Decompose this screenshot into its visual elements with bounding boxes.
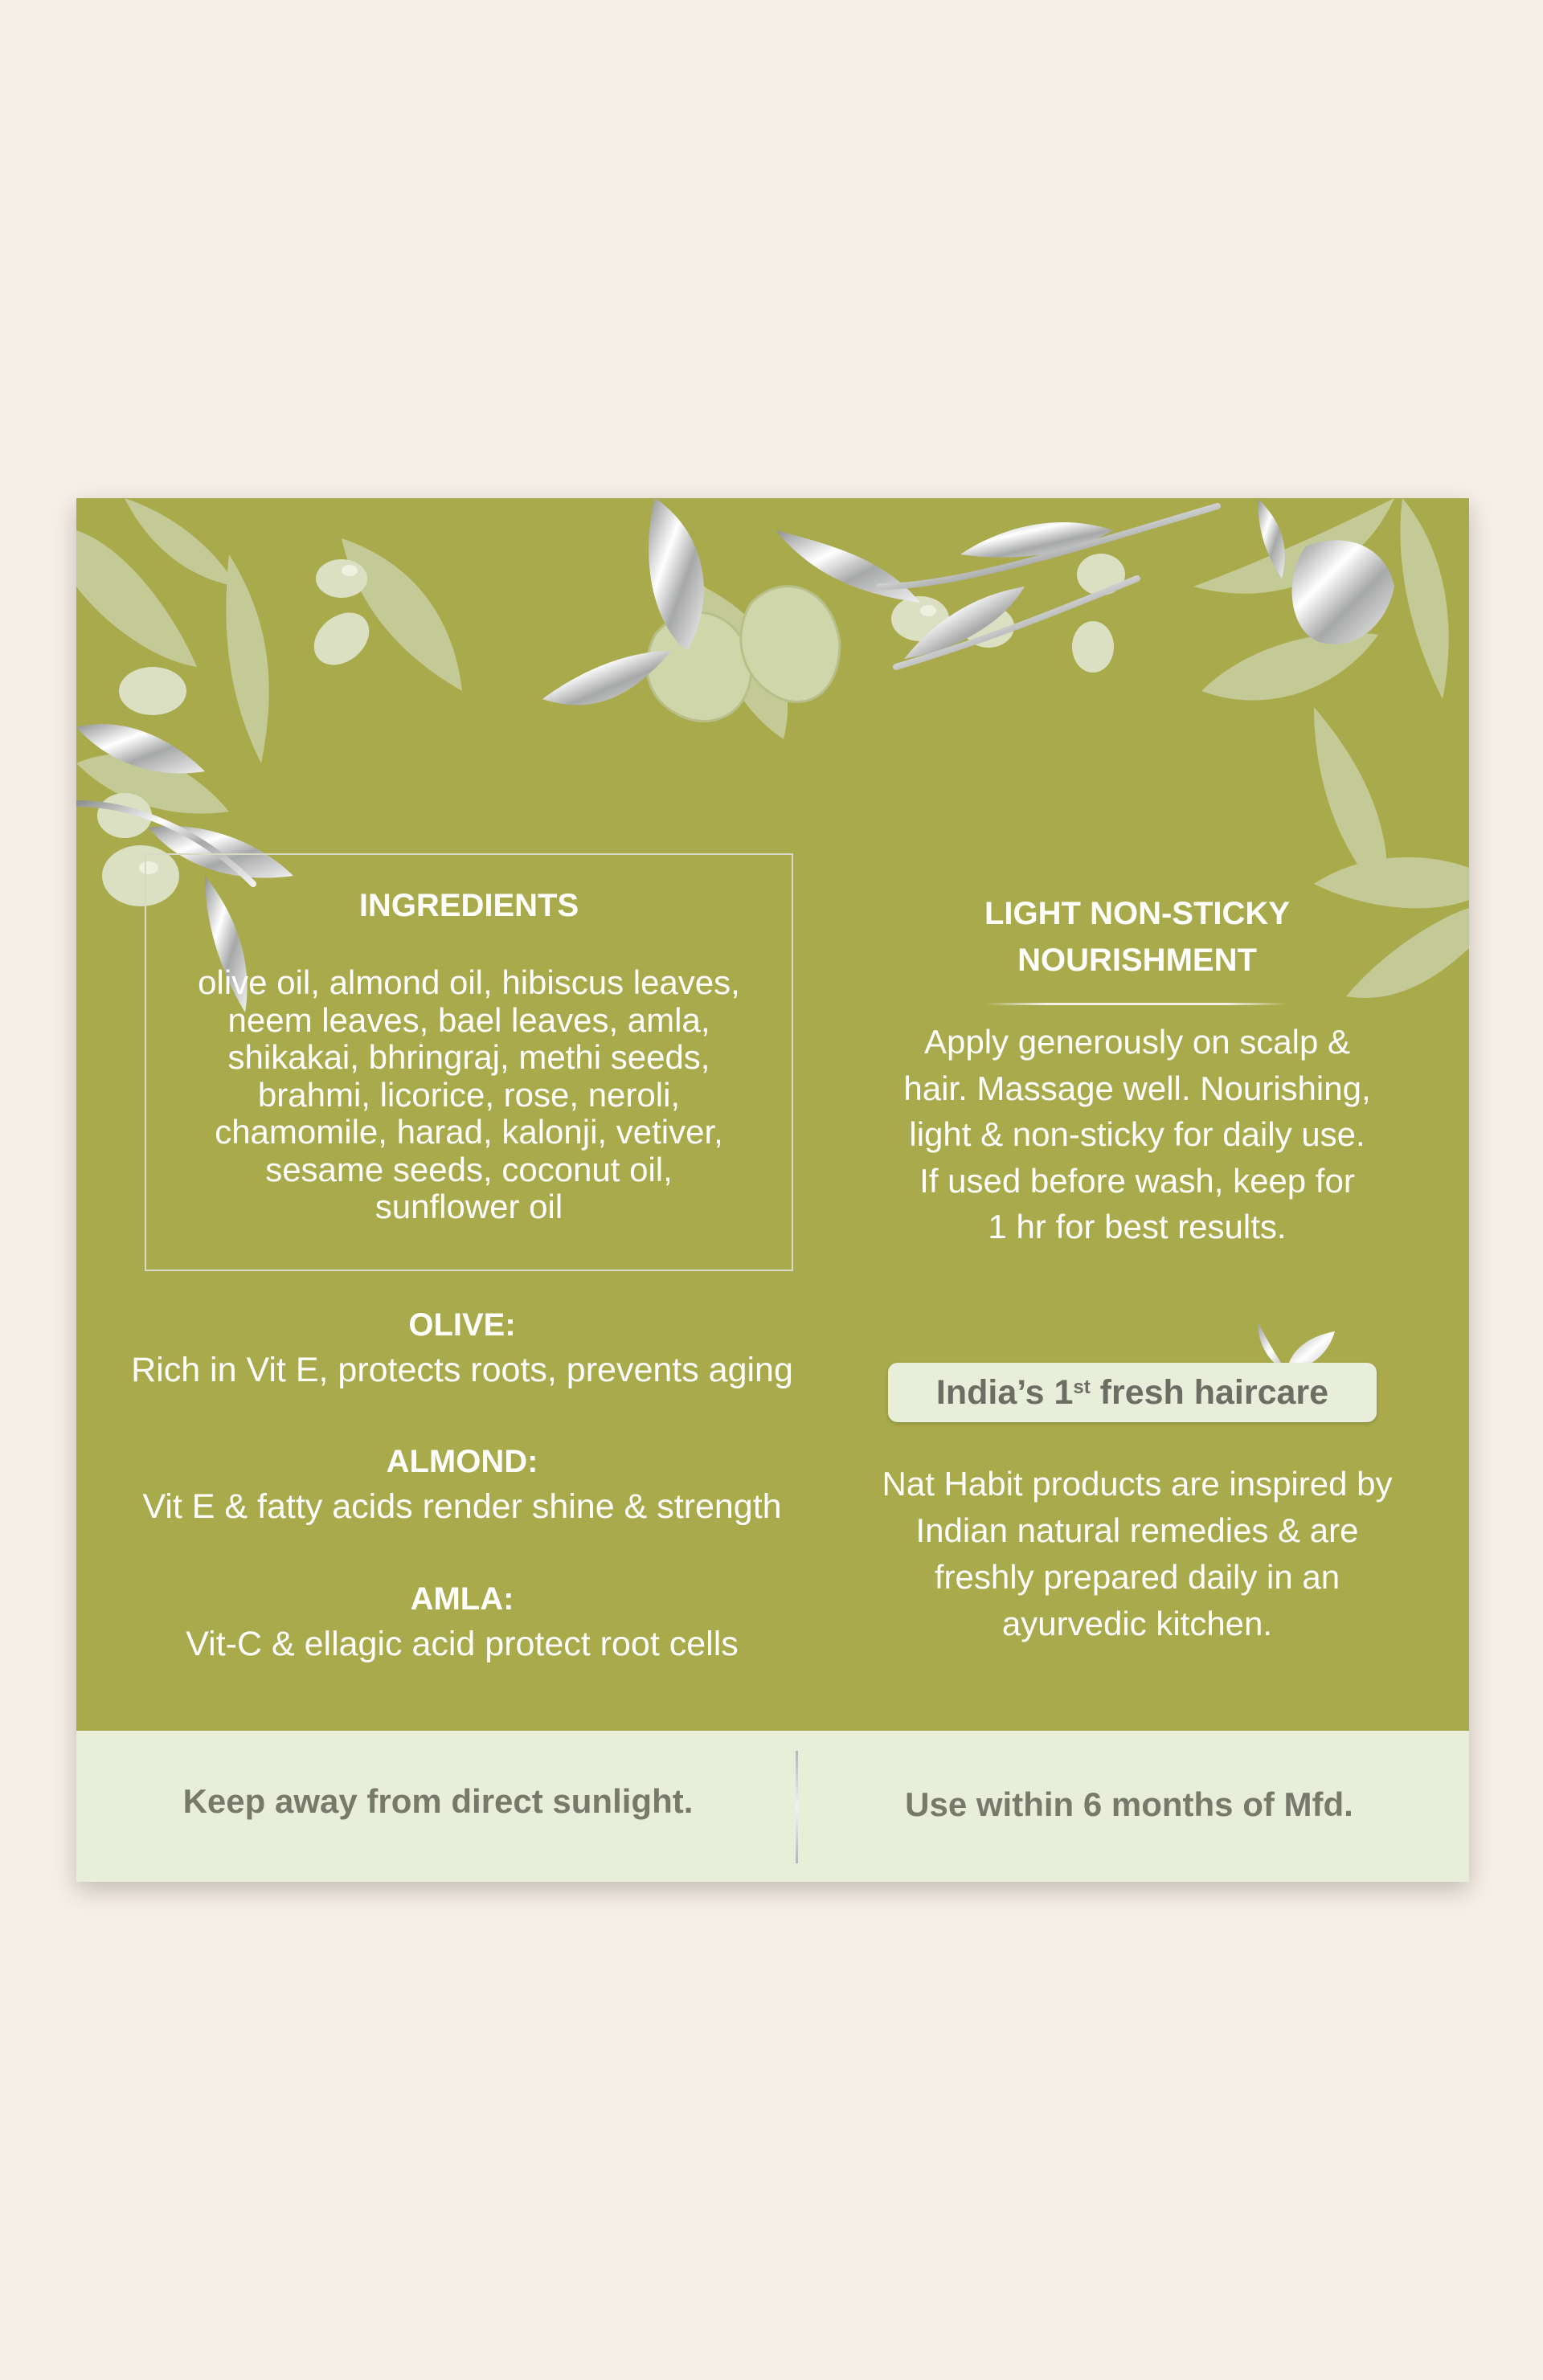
ingredients-line: neem leaves, bael leaves, amla, [227,1000,710,1039]
about-line: freshly prepared daily in an [934,1558,1340,1596]
usage-title [880,890,1394,983]
about-line: Indian natural remedies & are [915,1511,1359,1549]
benefit-title-almond: ALMOND: [386,1444,538,1479]
storage-warning: Keep away from direct sunlight. [182,1782,694,1820]
about-line: ayurvedic kitchen. [1001,1605,1273,1642]
storage-footer [76,1731,1469,1882]
shelf-life-note: Use within 6 months of Mfd. [905,1785,1353,1823]
benefit-text-amla: Vit-C & ellagic acid protect root cells [186,1625,739,1663]
usage-line: 1 hr for best results. [988,1208,1287,1245]
benefit-title-amla: AMLA: [410,1581,514,1617]
footer-divider [796,1751,798,1863]
usage-title-line: NOURISHMENT [1017,943,1257,978]
badge-superscript: st [1073,1376,1091,1398]
benefit-title-olive: OLIVE: [408,1307,516,1343]
ingredients-line: sunflower oil [374,1188,563,1225]
usage-line: If used before wash, keep for [919,1161,1355,1200]
usage-line: light & non-sticky for daily use. [909,1115,1365,1153]
badge-prefix: India’s 1 [935,1372,1074,1412]
usage-title-line: LIGHT NON-STICKY [984,896,1290,931]
ingredients-title: INGREDIENTS [358,888,579,923]
ingredients-line: chamomile, harad, kalonji, vetiver, [215,1113,723,1151]
usage-line: Apply generously on scalp & [924,1023,1350,1061]
product-label-card [76,498,1469,1882]
about-line: Nat Habit products are inspired by [882,1465,1393,1503]
benefit-text-almond: Vit E & fatty acids render shine & strength [142,1487,782,1526]
ingredients-line: olive oil, almond oil, hibiscus leaves, [198,963,740,1001]
badge-suffix: fresh haircare [1090,1372,1329,1412]
fresh-haircare-badge [888,1363,1377,1422]
usage-line: hair. Massage well. Nourishing, [903,1069,1371,1107]
usage-instructions [872,1019,1402,1250]
ingredients-line: sesame seeds, coconut oil, [265,1150,673,1188]
ingredients-list [153,964,785,1226]
benefit-text-olive: Rich in Vit E, protects roots, prevents aging [131,1351,793,1389]
brand-about [848,1461,1426,1647]
ingredients-line: shikakai, bhringraj, methi seeds, [227,1038,710,1076]
ingredients-line: brahmi, licorice, rose, neroli, [257,1075,681,1114]
usage-divider [984,1003,1288,1005]
